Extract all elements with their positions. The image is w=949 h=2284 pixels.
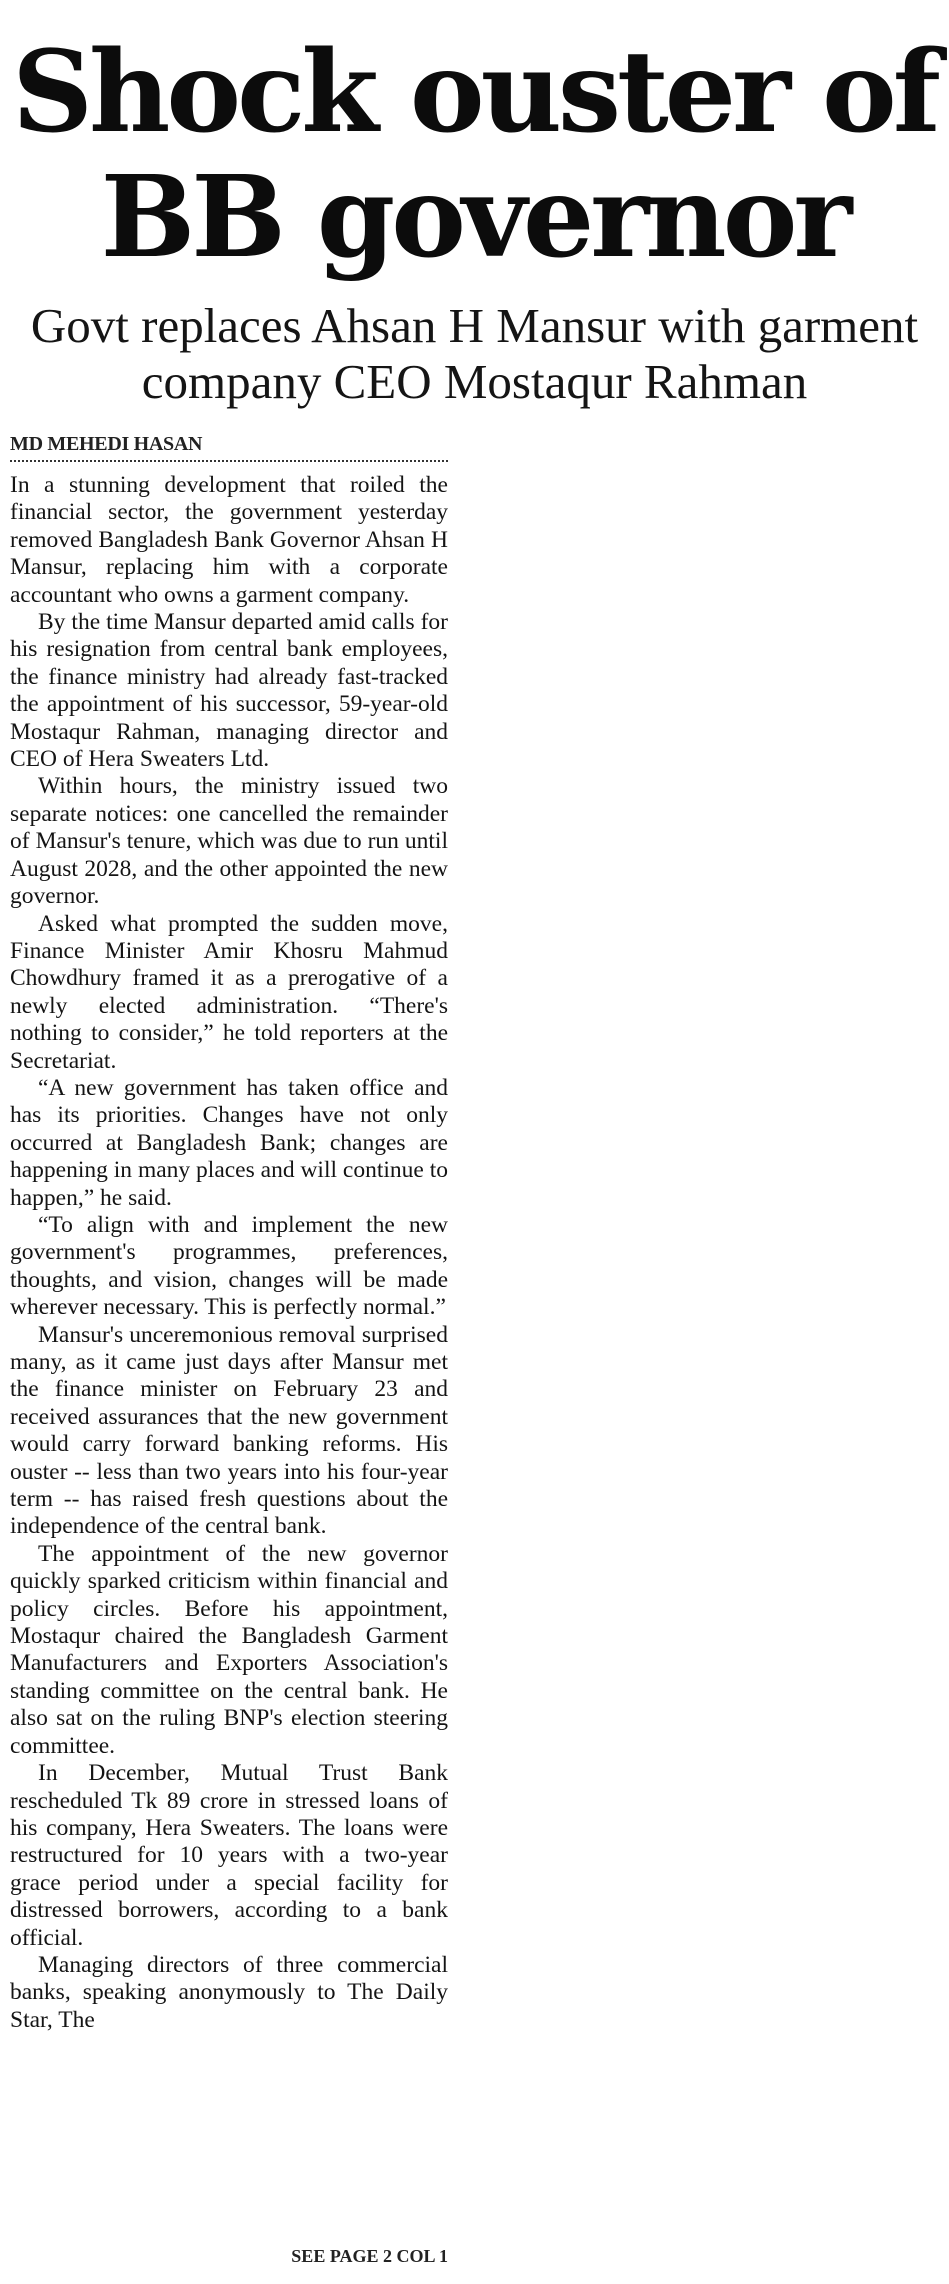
paragraph: Managing directors of three commercial banks, speaking anonymously to The Daily Star, The [10,1951,448,2033]
paragraph: “A new government has taken office and has its priorities. Changes have not only occurred at Bangladesh Bank; changes are happening in many places and will continue to happen,” he said. [10,1074,448,1211]
paragraph: Asked what prompted the sudden move, Finance Minister Amir Khosru Mahmud Chowdhury framed it as a prerogative of a newly elected administration. “There's nothing to consider,” he told reporters at the Secretariat. [10,910,448,1074]
paragraph: “To align with and implement the new government's programmes, preferences, thoughts, and vision, changes will be made wherever necessary. This is perfectly normal.” [10,1211,448,1321]
paragraph: In December, Mutual Trust Bank rescheduled Tk 89 crore in stressed loans of his company, Hera Sweaters. The loans were restructured for 10 years with a two-year grace period under a special facility for distressed borrowers, according to a bank official. [10,1760,448,1951]
headline: Shock ouster of BB governor [12,27,937,283]
article-body [10,472,448,2034]
subheadline: Govt replaces Ahsan H Mansur with garment company CEO Mostaqur Rahman [30,298,919,409]
paragraph: The appointment of the new governor quickly sparked criticism within financial and policy circles. Before his appointment, Mostaqur chaired the Bangladesh Garment Manufacturers and Exporters Association's standing committee on the central bank. He also sat on the ruling BNP's election steering committee. [10,1540,448,1759]
byline: MD MEHEDI HASAN [10,433,203,455]
paragraph: Within hours, the ministry issued two separate notices: one cancelled the remainder of Mansur's tenure, which was due to run until August 2028, and the other appointed the new governor. [10,773,448,910]
paragraph: By the time Mansur departed amid calls for his resignation from central bank employees, the finance ministry had already fast-tracked the appointment of his successor, 59-year-old Mostaqur Rahman, managing director and CEO of Hera Sweaters Ltd. [10,609,448,773]
paragraph: In a stunning development that roiled the financial sector, the government yesterday removed Bangladesh Bank Governor Ahsan H Mansur, replacing him with a corporate accountant who owns a garment company. [10,472,448,608]
continuation-jump-line: SEE PAGE 2 COL 1 [291,2246,448,2266]
byline-divider [10,460,448,462]
paragraph: Mansur's unceremonious removal surprised many, as it came just days after Mansur met the finance minister on February 23 and received assurances that the new government would carry forward banking reforms. His ouster -- less than two years into his four-year term -- has raised fresh questions about the independence of the central bank. [10,1321,448,1540]
article-column [10,432,448,2034]
